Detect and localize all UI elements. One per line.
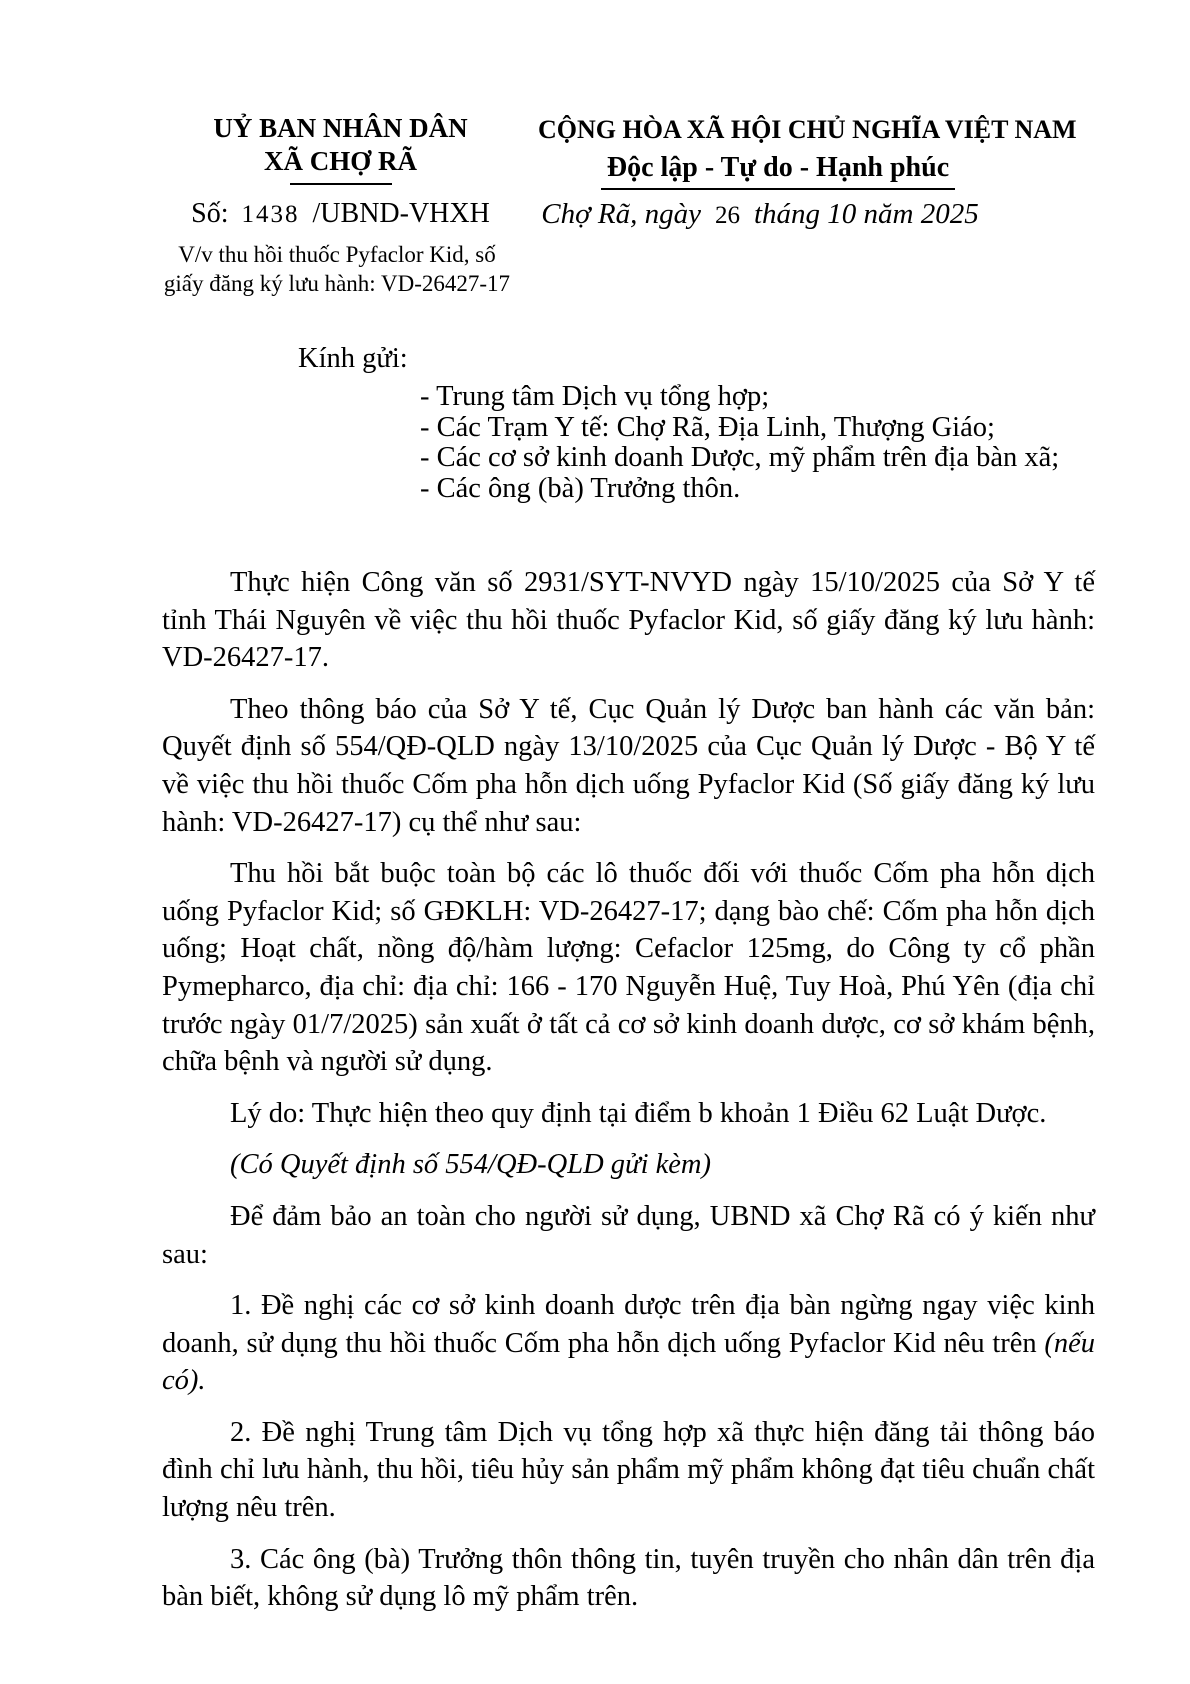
date-day-value: 26 [714, 202, 740, 229]
recipient-item: - Các ông (bà) Trưởng thôn. [420, 472, 741, 504]
subject-line-2: giấy đăng ký lưu hành: VD-26427-17 [163, 271, 511, 296]
document-body [162, 342, 1095, 1630]
body-paragraph: Thực hiện Công văn số 2931/SYT-NVYD ngày 15/10/2025 của Sở Y tế tỉnh Thái Nguyên về việc thu hồi thuốc Pyfaclor Kid, số giấy đăng ký lưu hành: VD-26427-17. [162, 567, 1095, 674]
document-number-prefix: Số: [191, 198, 229, 229]
paragraph-section [162, 564, 1095, 1616]
national-header-block [538, 114, 1077, 190]
recipient-item: - Các Trạm Y tế: Chợ Rã, Địa Linh, Thượng Giáo; [420, 411, 995, 443]
national-title: CỘNG HÒA XÃ HỘI CHỦ NGHĨA VIỆT NAM [538, 115, 1077, 144]
document-subject [152, 240, 522, 298]
document-number [168, 198, 513, 230]
salutation: Kính gửi: [298, 343, 408, 374]
national-motto: Độc lập - Tự do - Hạnh phúc [601, 152, 955, 190]
recipient-item: - Trung tâm Dịch vụ tổng hợp; [420, 381, 770, 412]
place-date-suffix: tháng 10 năm 2025 [753, 198, 979, 230]
issuer-locality: XÃ CHỢ RÃ [264, 146, 417, 176]
body-paragraph-numbered-2: 2. Đề nghị Trung tâm Dịch vụ tổng hợp xã thực hiện đăng tải thông báo đình chỉ lưu hành, thu hồi, tiêu hủy sản phẩm mỹ phẩm không đạt tiêu chuẩn chất lượng nêu trên. [162, 1416, 1095, 1524]
body-paragraph-numbered-1 [162, 1287, 1095, 1400]
issuer-underline-rule [290, 183, 392, 185]
paragraph-italic-note: (nếu có). [162, 1327, 1095, 1397]
subject-line-1: V/v thu hồi thuốc Pyfaclor Kid, số [178, 242, 496, 267]
body-paragraph-numbered-3: 3. Các ông (bà) Trưởng thôn thông tin, tuyên truyền cho nhân dân trên địa bàn biết, không sử dụng lô mỹ phẩm trên. [162, 1543, 1095, 1613]
issuer-name: UỶ BAN NHÂN DÂN [213, 113, 468, 143]
body-paragraph: Theo thông báo của Sở Y tế, Cục Quản lý Dược ban hành các văn bản: Quyết định số 554/QĐ-QLD ngày 13/10/2025 của Cục Quản lý Dược - Bộ Y tế về việc thu hồi thuốc Cốm pha hỗn dịch uống Pyfaclor Kid (Số giấy đăng ký lưu hành: VD-26427-17) cụ thể như sau: [162, 693, 1095, 838]
paragraph-text: 1. Đề nghị các cơ sở kinh doanh dược trên địa bàn ngừng ngay việc kinh doanh, sử dụng thu hồi thuốc Cốm pha hỗn dịch uống Pyfaclor Kid nêu trên [162, 1290, 1095, 1359]
attachment-note: (Có Quyết định số 554/QĐ-QLD gửi kèm) [230, 1149, 711, 1181]
document-number-suffix: /UBND-VHXH [312, 198, 490, 229]
body-paragraph: Lý do: Thực hiện theo quy định tại điểm b khoản 1 Điều 62 Luật Dược. [230, 1097, 1047, 1129]
place-and-date [520, 198, 1000, 231]
body-paragraph: Để đảm bảo an toàn cho người sử dụng, UBND xã Chợ Rã có ý kiến như sau: [162, 1200, 1095, 1270]
body-paragraph: Thu hồi bắt buộc toàn bộ các lô thuốc đối với thuốc Cốm pha hỗn dịch uống Pyfaclor Kid; số GĐKLH: VD-26427-17; dạng bào chế: Cốm pha hỗn dịch uống; Hoạt chất, nồng độ/hàm lượng: Cefaclor 125mg, do Công ty cổ phần Pymepharco, địa chỉ: địa chỉ: 166 - 170 Nguyễn Huệ, Tuy Hoà, Phú Yên (địa chỉ trước ngày 01/7/2025) sản xuất ở tất cả cơ sở kinh doanh dược, cơ sở khám bệnh, chữa bệnh và người sử dụng. [162, 858, 1095, 1078]
issuer-block [168, 112, 513, 185]
place-date-prefix: Chợ Rã, ngày [541, 198, 701, 230]
recipient-item: - Các cơ sở kinh doanh Dược, mỹ phẩm trên địa bàn xã; [420, 442, 1060, 473]
document-number-value: 1438 [241, 201, 300, 228]
recipient-list [420, 382, 1095, 504]
